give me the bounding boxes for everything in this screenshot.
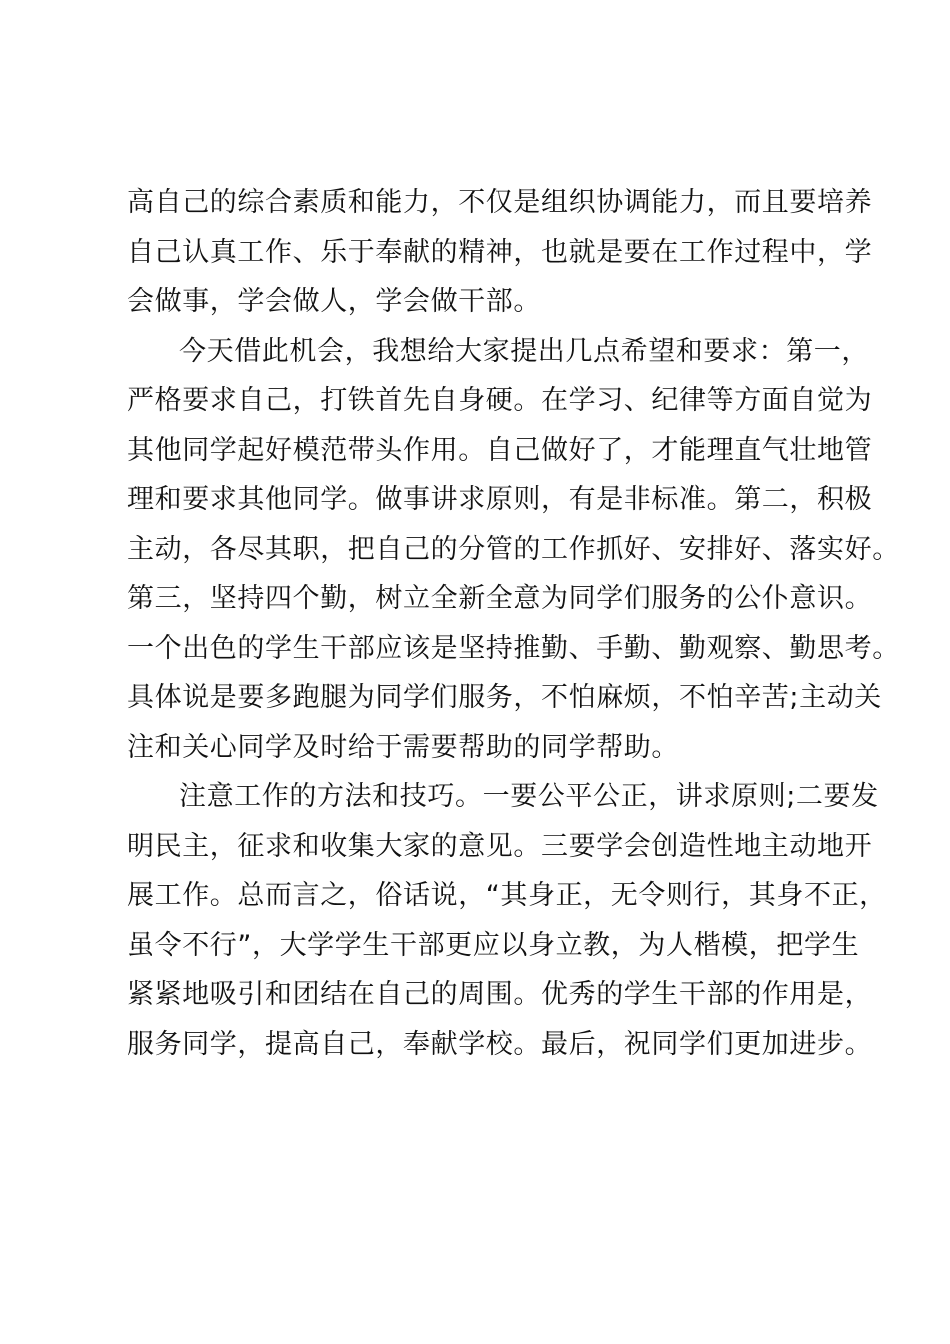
text-line: 一个出色的学生干部应该是坚持推勤、手勤、勤观察、勤思考。 [127,632,900,664]
body-text [127,178,900,1069]
text-line: 明民主，征求和收集大家的意见。三要学会创造性地主动地开 [127,830,873,862]
text-line: 自己认真工作、乐于奉献的精神，也就是要在工作过程中，学 [127,236,873,268]
paragraph-first-line: 注意工作的方法和技巧。一要公平公正，讲求原则;二要发 [179,781,879,812]
paragraph-first-line: 今天借此机会，我想给大家提出几点希望和要求：第一， [179,335,869,367]
text-line: 虽令不行”，大学学生干部更应以身立教，为人楷模，把学生 [127,929,860,961]
text-line: 其他同学起好模范带头作用。自己做好了，才能理直气壮地管 [127,434,873,466]
text-line: 会做事，学会做人，学会做干部。 [127,286,541,317]
text-line: 具体说是要多跑腿为同学们服务，不怕麻烦，不怕辛苦;主动关 [127,682,882,713]
text-line: 展工作。总而言之，俗话说，“其身正，无令则行，其身不正， [127,880,887,911]
text-line: 理和要求其他同学。做事讲求原则，有是非标准。第二，积极 [127,484,873,515]
text-line: 服务同学，提高自己，奉献学校。最后，祝同学们更加进步。 [127,1028,873,1060]
text-line: 严格要求自己，打铁首先自身硬。在学习、纪律等方面自觉为 [127,385,873,416]
text-line: 高自己的综合素质和能力，不仅是组织协调能力，而且要培养 [127,187,873,218]
text-line: 注和关心同学及时给于需要帮助的同学帮助。 [127,731,679,763]
text-line: 主动，各尽其职，把自己的分管的工作抓好、安排好、落实好。 [127,533,900,565]
text-line: 第三，坚持四个勤，树立全新全意为同学们服务的公仆意识。 [127,583,873,614]
text-line: 紧紧地吸引和团结在自己的周围。优秀的学生干部的作用是， [127,979,873,1010]
